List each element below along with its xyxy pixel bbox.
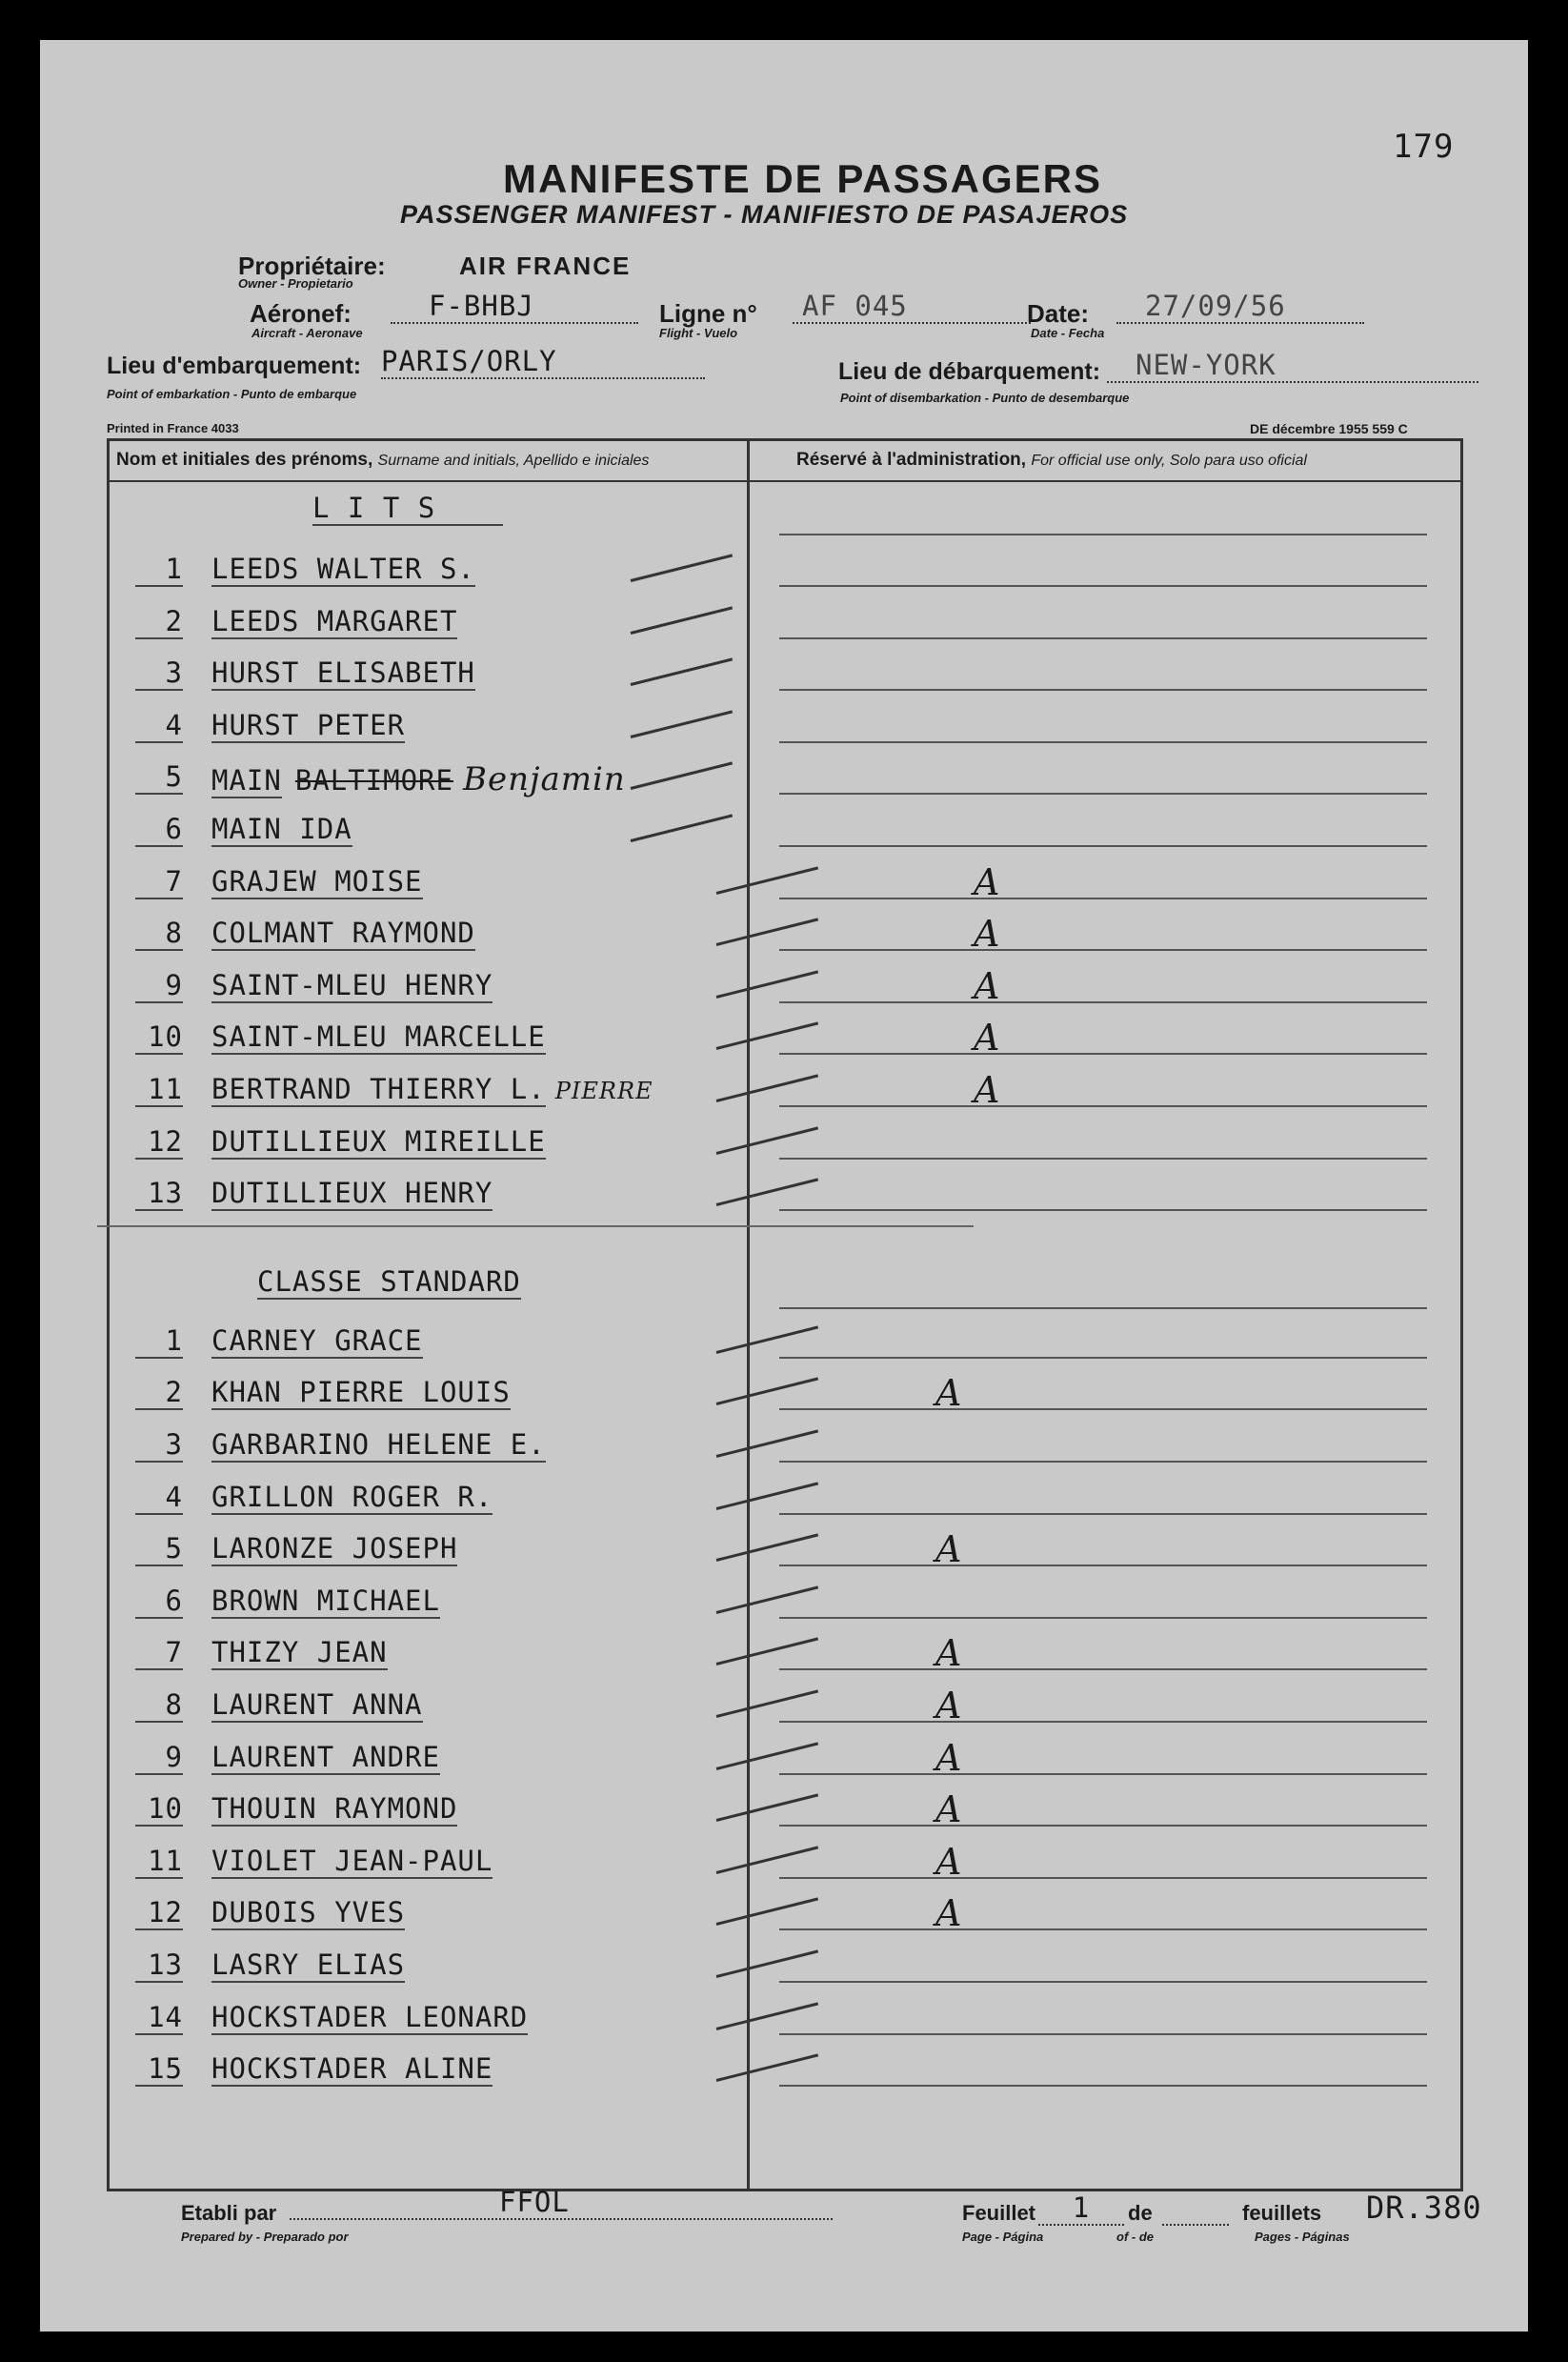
passenger-row bbox=[107, 545, 785, 597]
passenger-number: 8 bbox=[135, 917, 183, 951]
owner-label: Propriétaire: bbox=[238, 252, 386, 280]
passenger-row bbox=[107, 701, 785, 754]
admin-rule bbox=[779, 2085, 1427, 2087]
disembarkation-label: Lieu de débarquement: bbox=[838, 358, 1101, 385]
passenger-number: 11 bbox=[135, 1073, 183, 1107]
passenger-name-text: HURST PETER bbox=[211, 708, 406, 741]
passenger-name bbox=[211, 917, 475, 949]
passenger-name bbox=[211, 1020, 546, 1053]
admin-mark: A bbox=[974, 913, 1000, 956]
passenger-name-text: LEEDS MARGARET bbox=[211, 604, 458, 637]
passenger-name-text: HOCKSTADER ALINE bbox=[211, 2052, 493, 2086]
passenger-name bbox=[211, 1741, 440, 1773]
passenger-name-text: GRILLON ROGER R. bbox=[211, 1480, 493, 1513]
admin-rule bbox=[779, 689, 1427, 691]
admin-rule bbox=[779, 1773, 1427, 1775]
passenger-name bbox=[211, 1688, 423, 1721]
passenger-number: 15 bbox=[135, 2052, 183, 2087]
passenger-name bbox=[211, 1125, 546, 1158]
admin-rule bbox=[779, 585, 1427, 587]
admin-rule bbox=[779, 1928, 1427, 1930]
passenger-name bbox=[211, 1636, 388, 1668]
passenger-row bbox=[107, 1628, 785, 1681]
passenger-number: 10 bbox=[135, 1792, 183, 1827]
aircraft-sub: Aircraft - Aeronave bbox=[251, 326, 363, 340]
passenger-name-text: DUTILLIEUX HENRY bbox=[211, 1177, 493, 1210]
date-sub: Date - Fecha bbox=[1031, 326, 1105, 340]
admin-rule bbox=[779, 1408, 1427, 1410]
sheet-sub-pages: Pages - Páginas bbox=[1255, 2230, 1350, 2244]
prepared-label: Etabli par bbox=[181, 2201, 277, 2225]
passenger-number: 13 bbox=[135, 1177, 183, 1211]
owner-value: AIR FRANCE bbox=[459, 252, 632, 280]
passenger-row bbox=[107, 1733, 785, 1786]
passenger-row bbox=[107, 1118, 785, 1170]
passenger-name-text: HOCKSTADER LEONARD bbox=[211, 2000, 529, 2033]
passenger-number: 13 bbox=[135, 1948, 183, 1983]
passenger-name-text: LARONZE JOSEPH bbox=[211, 1532, 458, 1565]
passenger-row bbox=[107, 1013, 785, 1065]
page-subtitle: PASSENGER MANIFEST - MANIFIESTO DE PASAJEROS bbox=[400, 200, 1129, 229]
admin-rule bbox=[779, 1307, 1427, 1309]
passenger-name bbox=[211, 969, 493, 1001]
sheet-label: Feuillet bbox=[962, 2201, 1036, 2225]
passenger-name bbox=[211, 709, 405, 741]
right-column-header: Réservé à l'administration, For official use only, Solo para uso oficial bbox=[796, 450, 1307, 470]
printed-note: Printed in France 4033 bbox=[107, 421, 239, 435]
passenger-name-text: LEEDS WALTER S. bbox=[211, 553, 475, 585]
passenger-number: 8 bbox=[135, 1688, 183, 1723]
admin-rule bbox=[779, 1721, 1427, 1723]
check-mark bbox=[631, 814, 733, 842]
passenger-row bbox=[107, 1065, 785, 1118]
passenger-name-text: CARNEY GRACE bbox=[211, 1323, 423, 1357]
passenger-number: 7 bbox=[135, 865, 183, 899]
passenger-name-text: BROWN MICHAEL bbox=[211, 1584, 440, 1617]
admin-rule bbox=[779, 1513, 1427, 1515]
prepared-value: FFOL bbox=[290, 2186, 833, 2220]
admin-rule bbox=[779, 1877, 1427, 1879]
passenger-row bbox=[107, 1473, 785, 1525]
passenger-name-text: DUBOIS YVES bbox=[211, 1896, 406, 1929]
passenger-number: 12 bbox=[135, 1125, 183, 1160]
disembarkation-sub: Point of disembarkation - Punto de desembarque bbox=[840, 391, 1130, 405]
passenger-name bbox=[211, 2001, 528, 2033]
passenger-number: 1 bbox=[135, 1324, 183, 1359]
admin-mark: A bbox=[974, 1069, 1000, 1111]
admin-mark: A bbox=[935, 1685, 962, 1726]
flight-value: AF 045 bbox=[793, 290, 1031, 324]
passenger-name bbox=[211, 1845, 493, 1877]
passenger-name bbox=[211, 1585, 440, 1617]
passenger-name-text: BERTRAND THIERRY L. bbox=[211, 1073, 546, 1105]
passenger-name bbox=[211, 1324, 423, 1357]
passenger-name bbox=[211, 1792, 457, 1825]
passenger-number: 9 bbox=[135, 1741, 183, 1775]
admin-rule bbox=[779, 1825, 1427, 1827]
admin-rule bbox=[779, 1981, 1427, 1983]
admin-rule bbox=[779, 1668, 1427, 1670]
passenger-name bbox=[211, 605, 457, 637]
admin-mark: A bbox=[974, 1017, 1000, 1060]
admin-mark: A bbox=[935, 1840, 962, 1883]
passenger-name-text: VIOLET JEAN-PAUL bbox=[211, 1844, 493, 1877]
left-column-header: Nom et initiales des prénoms, Surname and initials, Apellido e iniciales bbox=[116, 450, 650, 470]
admin-rule bbox=[779, 741, 1427, 743]
passenger-row bbox=[107, 1785, 785, 1837]
passenger-row bbox=[107, 597, 785, 650]
admin-mark: A bbox=[935, 1528, 962, 1571]
passenger-number: 5 bbox=[135, 760, 183, 795]
passenger-number: 11 bbox=[135, 1845, 183, 1879]
admin-mark: A bbox=[935, 1788, 962, 1831]
passenger-name bbox=[211, 760, 626, 798]
section-separator bbox=[97, 1225, 974, 1227]
passenger-name-text: THIZY JEAN bbox=[211, 1636, 388, 1669]
passenger-name bbox=[211, 1948, 405, 1981]
passenger-row bbox=[107, 1681, 785, 1733]
admin-rule bbox=[779, 1053, 1427, 1055]
admin-rule bbox=[779, 1617, 1427, 1619]
passenger-name-text: LASRY ELIAS bbox=[211, 1948, 406, 1981]
admin-rule bbox=[779, 1461, 1427, 1463]
passenger-row bbox=[107, 649, 785, 701]
admin-mark: A bbox=[974, 860, 1000, 903]
embarkation-sub: Point of embarkation - Punto de embarque bbox=[107, 387, 357, 401]
admin-rule bbox=[779, 1158, 1427, 1160]
header-rule bbox=[107, 480, 1463, 482]
embarkation-label: Lieu d'embarquement: bbox=[107, 353, 362, 379]
check-mark bbox=[631, 658, 733, 687]
passenger-name bbox=[211, 656, 475, 689]
passenger-number: 3 bbox=[135, 656, 183, 691]
passenger-name-text: KHAN PIERRE LOUIS bbox=[211, 1376, 511, 1409]
admin-mark: A bbox=[935, 1632, 962, 1675]
passenger-name bbox=[211, 2052, 493, 2085]
admin-mark: A bbox=[935, 1372, 962, 1415]
passenger-name-text: THOUIN RAYMOND bbox=[211, 1792, 458, 1826]
handwritten-annotation: Benjamin bbox=[462, 760, 626, 799]
passenger-name-text: MAIN IDA bbox=[211, 813, 352, 845]
passenger-name bbox=[211, 813, 352, 845]
passenger-number: 2 bbox=[135, 1376, 183, 1410]
passenger-number: 14 bbox=[135, 2001, 183, 2035]
passenger-row bbox=[107, 1577, 785, 1629]
passenger-name bbox=[211, 1532, 457, 1565]
passenger-name bbox=[211, 1896, 405, 1928]
check-mark bbox=[631, 554, 733, 582]
passenger-number: 2 bbox=[135, 605, 183, 639]
passenger-row bbox=[107, 1169, 785, 1221]
passenger-number: 10 bbox=[135, 1020, 183, 1055]
section-heading-lits: L I T S bbox=[312, 492, 503, 526]
passenger-row bbox=[107, 2045, 785, 2097]
admin-rule bbox=[779, 2033, 1427, 2035]
passenger-number: 4 bbox=[135, 709, 183, 743]
passenger-number: 6 bbox=[135, 813, 183, 847]
struck-text: BALTIMORE bbox=[294, 764, 453, 797]
admin-rule bbox=[779, 793, 1427, 795]
admin-rule bbox=[779, 1209, 1427, 1211]
document-reference: DR.380 bbox=[1366, 2190, 1482, 2226]
total-sheets-label: feuillets bbox=[1242, 2201, 1322, 2225]
passenger-row bbox=[107, 1524, 785, 1577]
check-mark bbox=[631, 606, 733, 635]
sheet-sub-of: of - de bbox=[1116, 2230, 1154, 2244]
passenger-row bbox=[107, 1837, 785, 1889]
passenger-number: 5 bbox=[135, 1532, 183, 1566]
passenger-name bbox=[211, 1376, 511, 1408]
admin-mark: A bbox=[974, 964, 1000, 1007]
passenger-row bbox=[107, 858, 785, 910]
passenger-row bbox=[107, 1888, 785, 1941]
passenger-name bbox=[211, 1428, 546, 1461]
disembarkation-value: NEW-YORK bbox=[1107, 349, 1478, 383]
admin-rule bbox=[779, 1565, 1427, 1566]
check-mark bbox=[631, 710, 733, 738]
passenger-name-text: GRAJEW MOISE bbox=[211, 864, 423, 898]
form-code: DE décembre 1955 559 C bbox=[1250, 421, 1408, 436]
admin-rule bbox=[779, 1105, 1427, 1107]
passenger-name-text: MAIN bbox=[211, 764, 282, 797]
flight-label: Ligne n° bbox=[659, 299, 757, 328]
prepared-sub: Prepared by - Preparado por bbox=[181, 2230, 349, 2244]
passenger-row bbox=[107, 1421, 785, 1473]
passenger-name-text: GARBARINO HELENE E. bbox=[211, 1428, 546, 1461]
sheet-number: 1 bbox=[1038, 2191, 1124, 2226]
page-title: MANIFESTE DE PASSAGERS bbox=[503, 156, 1102, 201]
date-value: 27/09/56 bbox=[1116, 290, 1364, 324]
passenger-number: 4 bbox=[135, 1481, 183, 1515]
passenger-number: 12 bbox=[135, 1896, 183, 1930]
embarkation-value: PARIS/ORLY bbox=[381, 345, 705, 379]
passenger-name-text: SAINT-MLEU HENRY bbox=[211, 968, 493, 1001]
passenger-name-text: LAURENT ANNA bbox=[211, 1688, 423, 1721]
manifest-page bbox=[40, 40, 1528, 2332]
passenger-number: 1 bbox=[135, 553, 183, 587]
flight-sub: Flight - Vuelo bbox=[659, 326, 738, 340]
passenger-name-text: LAURENT ANDRE bbox=[211, 1740, 440, 1773]
passenger-name-text: COLMANT RAYMOND bbox=[211, 917, 475, 950]
passenger-row bbox=[107, 1941, 785, 1993]
passenger-name bbox=[211, 1073, 653, 1105]
passenger-row bbox=[107, 909, 785, 961]
admin-rule bbox=[779, 949, 1427, 951]
admin-rule bbox=[779, 845, 1427, 847]
passenger-name bbox=[211, 1177, 493, 1209]
admin-mark: A bbox=[935, 1736, 962, 1779]
admin-rule bbox=[779, 637, 1427, 639]
total-sheets-field bbox=[1162, 2224, 1229, 2226]
passenger-name bbox=[211, 1481, 493, 1513]
passenger-row bbox=[107, 1368, 785, 1421]
aircraft-value: F-BHBJ bbox=[391, 290, 638, 324]
section-heading-standard: CLASSE STANDARD bbox=[257, 1264, 521, 1298]
passenger-number: 7 bbox=[135, 1636, 183, 1670]
owner-sub: Owner - Propietario bbox=[238, 276, 353, 291]
passenger-row bbox=[107, 805, 785, 858]
passenger-number: 3 bbox=[135, 1428, 183, 1463]
passenger-name bbox=[211, 553, 475, 585]
page-number: 179 bbox=[1393, 128, 1455, 166]
passenger-name-text: SAINT-MLEU MARCELLE bbox=[211, 1020, 546, 1054]
passenger-row bbox=[107, 1993, 785, 2046]
admin-mark: A bbox=[935, 1892, 962, 1935]
passenger-row bbox=[107, 753, 785, 805]
passenger-name bbox=[211, 865, 423, 898]
admin-rule bbox=[779, 534, 1427, 535]
passenger-row bbox=[107, 961, 785, 1014]
admin-rule bbox=[779, 1001, 1427, 1003]
sheet-sub-page: Page - Página bbox=[962, 2230, 1044, 2244]
admin-rule bbox=[779, 1357, 1427, 1359]
date-label: Date: bbox=[1027, 299, 1090, 328]
check-mark bbox=[631, 762, 733, 791]
passenger-name-text: HURST ELISABETH bbox=[211, 656, 475, 690]
passenger-number: 6 bbox=[135, 1585, 183, 1619]
passenger-number: 9 bbox=[135, 969, 183, 1003]
passenger-row bbox=[107, 1317, 785, 1369]
admin-rule bbox=[779, 898, 1427, 899]
sheet-of: de bbox=[1128, 2201, 1153, 2225]
aircraft-label: Aéronef: bbox=[250, 299, 352, 328]
handwritten-annotation: PIERRE bbox=[554, 1078, 653, 1104]
passenger-name-text: DUTILLIEUX MIREILLE bbox=[211, 1124, 546, 1158]
